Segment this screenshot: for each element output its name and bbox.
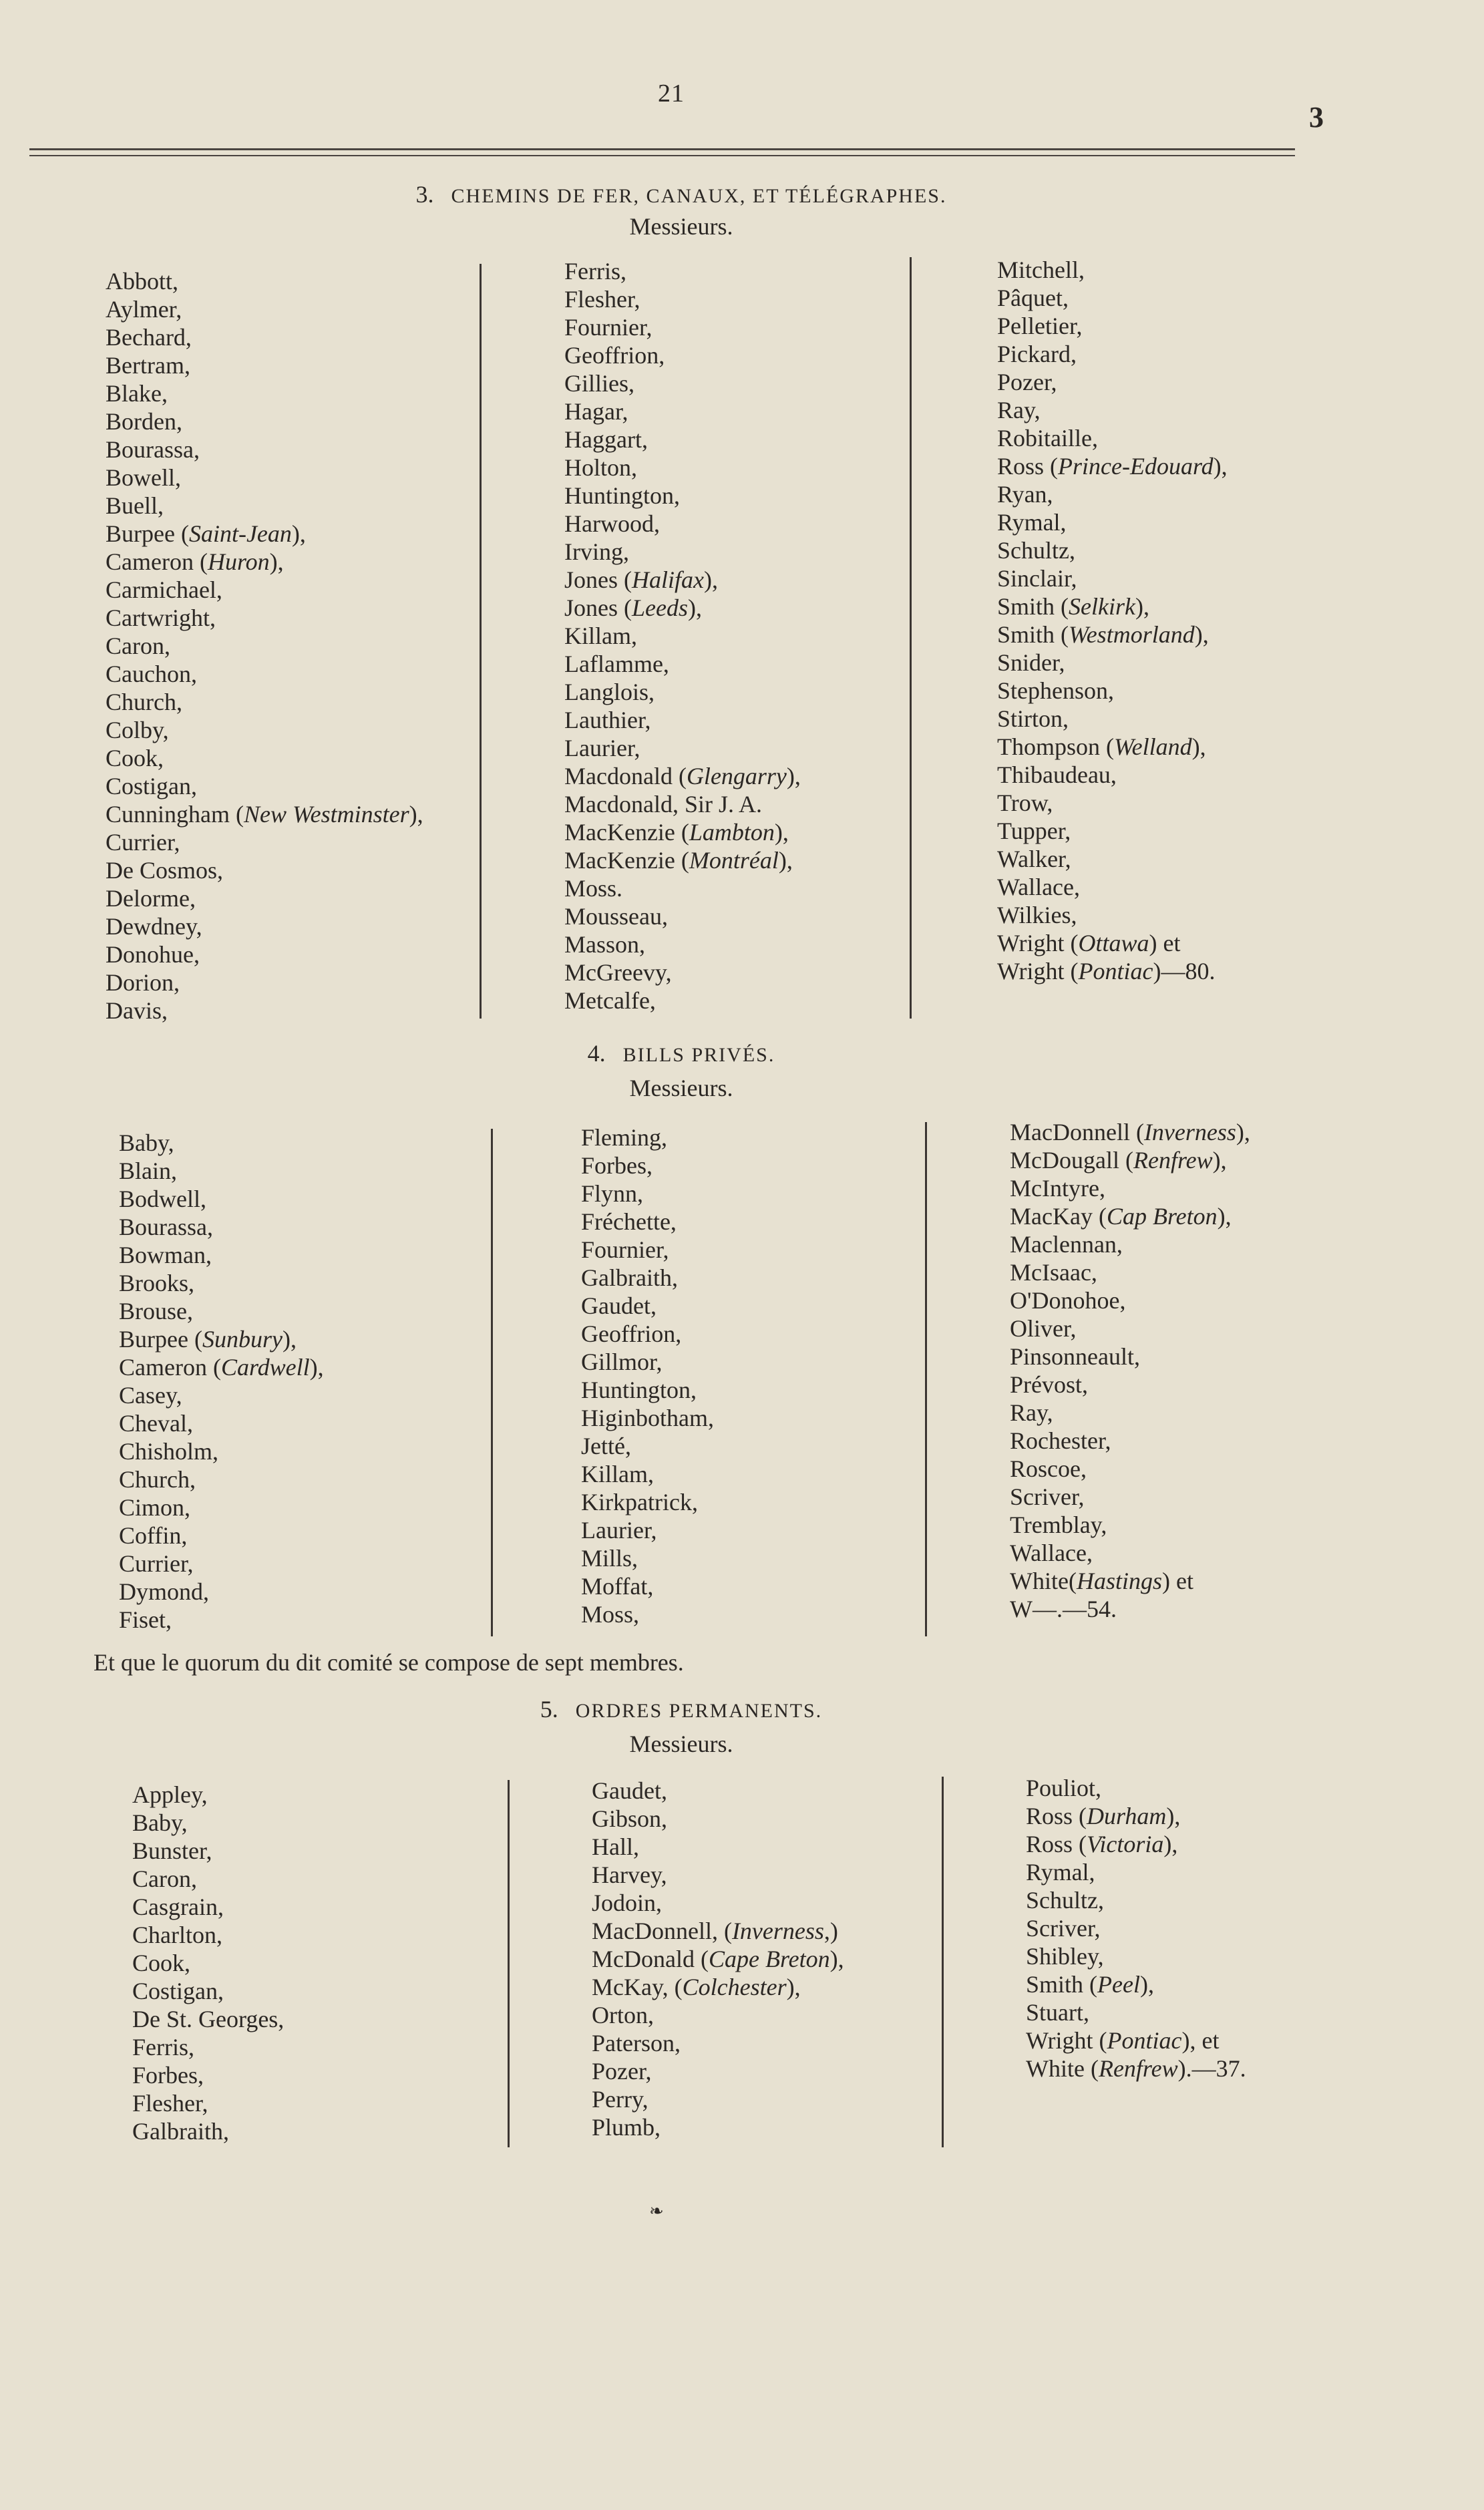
member-name: Jetté, [581, 1433, 631, 1459]
section-number: 5. [540, 1696, 558, 1723]
member-name: MacKay (Cap Breton), [1010, 1203, 1232, 1230]
member-name: Ferris, [132, 2034, 194, 2060]
member-name: Trow, [997, 789, 1053, 816]
member-name: Hall, [592, 1833, 639, 1860]
member-name: Oliver, [1010, 1315, 1077, 1342]
member-name: Galbraith, [132, 2118, 229, 2145]
member-name: Holton, [564, 454, 638, 481]
member-name: Ray, [1010, 1399, 1053, 1426]
member-name: Baby, [119, 1129, 174, 1156]
member-name: Irving, [564, 538, 629, 565]
section-4-column-2 [581, 1123, 714, 1628]
member-name: Flynn, [581, 1180, 644, 1207]
member-name: Forbes, [581, 1152, 653, 1179]
member-name: Cameron (Cardwell), [119, 1354, 324, 1381]
member-name: Cook, [132, 1950, 191, 1976]
member-name: Baby, [132, 1809, 188, 1836]
member-name: Gibson, [592, 1805, 668, 1832]
member-name: Casey, [119, 1382, 182, 1409]
member-name: Thibaudeau, [997, 761, 1117, 788]
section-heading: CHEMINS DE FER, CANAUX, ET TÉLÉGRAPHES. [451, 185, 947, 207]
member-name: Brooks, [119, 1270, 195, 1296]
member-name: Smith (Peel), [1026, 1971, 1154, 1998]
member-name: Carmichael, [106, 576, 222, 603]
member-name: MacKenzie (Lambton), [564, 819, 789, 846]
member-name: Gillies, [564, 370, 634, 397]
member-name: Flesher, [132, 2090, 208, 2117]
member-name: Masson, [564, 931, 646, 958]
member-name: Blake, [106, 380, 168, 407]
member-name: Geoffrion, [564, 342, 665, 369]
member-name: McIntyre, [1010, 1175, 1105, 1202]
member-name: Thompson (Welland), [997, 733, 1206, 760]
member-name: Harvey, [592, 1861, 667, 1888]
member-name: Fournier, [581, 1236, 669, 1263]
member-name: Orton, [592, 2002, 654, 2028]
member-name: Bowman, [119, 1242, 212, 1268]
member-name: McIsaac, [1010, 1259, 1097, 1286]
member-name: Paterson, [592, 2030, 681, 2056]
member-name: Stirton, [997, 705, 1069, 732]
member-name: MacKenzie (Montréal), [564, 847, 793, 874]
member-name: Smith (Westmorland), [997, 621, 1209, 648]
member-name: O'Donohoe, [1010, 1287, 1126, 1314]
member-name: Smith (Selkirk), [997, 593, 1149, 620]
member-name: Walker, [997, 846, 1071, 872]
member-name: Costigan, [106, 773, 198, 799]
member-name: Cimon, [119, 1494, 191, 1521]
section-heading: ORDRES PERMANENTS. [575, 1700, 823, 1722]
member-name: Cunningham (New Westminster), [106, 801, 423, 828]
member-name: Bunster, [132, 1837, 212, 1864]
member-name: De Cosmos, [106, 857, 224, 884]
column-divider [508, 1780, 510, 2147]
member-name: Tremblay, [1010, 1511, 1107, 1538]
section-5-subtitle: Messieurs. [629, 1731, 733, 1757]
member-name: Higinbotham, [581, 1405, 714, 1431]
section-4-column-1 [119, 1129, 324, 1634]
member-name: Killam, [581, 1461, 654, 1487]
section-4-subtitle: Messieurs. [629, 1075, 733, 1101]
member-name: Laurier, [581, 1517, 657, 1544]
member-name: Pinsonneault, [1010, 1343, 1140, 1370]
member-name: Stephenson, [997, 677, 1114, 704]
member-name: Currier, [119, 1550, 194, 1577]
member-name: Davis, [106, 997, 168, 1024]
member-name: W—.—54. [1010, 1596, 1117, 1622]
member-name: Wallace, [1010, 1540, 1093, 1566]
member-name: Macdonald (Glengarry), [564, 763, 801, 789]
column-divider [480, 264, 482, 1019]
column-divider [925, 1122, 927, 1636]
member-name: McKay, (Colchester), [592, 1974, 801, 2000]
member-name: Rymal, [997, 509, 1067, 536]
member-name: Chisholm, [119, 1438, 219, 1465]
member-name: Gaudet, [581, 1292, 657, 1319]
corner-mark: 3 [1309, 101, 1324, 134]
member-name: McGreevy, [564, 959, 672, 986]
member-name: Tupper, [997, 818, 1071, 844]
page-number: 21 [658, 79, 685, 108]
member-name: Perry, [592, 2086, 648, 2113]
member-name: Blain, [119, 1157, 177, 1184]
member-name: Pozer, [592, 2058, 652, 2085]
member-name: Sinclair, [997, 565, 1077, 592]
member-name: Burpee (Sunbury), [119, 1326, 297, 1353]
member-name: Church, [119, 1466, 196, 1493]
section-4-title [0, 1039, 1362, 1067]
member-name: White(Hastings) et [1010, 1568, 1193, 1594]
member-name: Donohue, [106, 941, 200, 968]
member-name: Jones (Leeds), [564, 594, 702, 621]
member-name: Wright (Pontiac)—80. [997, 958, 1216, 984]
member-name: Huntington, [564, 482, 681, 509]
member-name: Metcalfe, [564, 987, 656, 1014]
ornament: ❧ [649, 2201, 664, 2221]
member-name: Harwood, [564, 510, 660, 537]
member-name: MacDonnell (Inverness), [1010, 1119, 1250, 1145]
member-name: Bourassa, [106, 436, 200, 463]
member-name: Ray, [997, 397, 1041, 423]
member-name: Caron, [106, 633, 170, 659]
column-divider [942, 1777, 944, 2147]
member-name: Currier, [106, 829, 180, 856]
member-name: Robitaille, [997, 425, 1098, 452]
section-3-column-3 [997, 256, 1228, 985]
member-name: Roscoe, [1010, 1455, 1087, 1482]
member-name: White (Renfrew).—37. [1026, 2055, 1246, 2082]
member-name: Bowell, [106, 464, 181, 491]
member-name: Ross (Durham), [1026, 1803, 1181, 1829]
member-name: Costigan, [132, 1978, 224, 2004]
member-name: Cheval, [119, 1410, 193, 1437]
member-name: Lauthier, [564, 707, 651, 733]
member-name: Gaudet, [592, 1777, 667, 1804]
member-name: Shibley, [1026, 1943, 1104, 1970]
member-name: Colby, [106, 717, 169, 743]
member-name: McDonald (Cape Breton), [592, 1946, 844, 1972]
column-divider [491, 1129, 493, 1636]
member-name: Charlton, [132, 1922, 222, 1948]
member-name: Aylmer, [106, 296, 182, 323]
member-name: De St. Georges, [132, 2006, 285, 2032]
member-name: Moss, [581, 1601, 640, 1628]
member-name: McDougall (Renfrew), [1010, 1147, 1227, 1174]
member-name: Dorion, [106, 969, 180, 996]
member-name: Dewdney, [106, 913, 202, 940]
member-name: Ferris, [564, 258, 626, 285]
member-name: Church, [106, 689, 182, 715]
section-3-title [0, 180, 1362, 208]
member-name: Laurier, [564, 735, 640, 761]
member-name: Scriver, [1026, 1915, 1101, 1942]
member-name: Jodoin, [592, 1890, 663, 1916]
section-number: 3. [415, 181, 434, 208]
member-name: Killam, [564, 622, 637, 649]
member-name: Langlois, [564, 679, 655, 705]
member-name: Schultz, [1026, 1887, 1104, 1914]
member-name: Moffat, [581, 1573, 654, 1600]
member-name: Moss. [564, 875, 623, 902]
section-number: 4. [587, 1040, 606, 1067]
member-name: Borden, [106, 408, 182, 435]
member-name: Fleming, [581, 1124, 668, 1151]
member-name: Rochester, [1010, 1427, 1111, 1454]
member-name: Cauchon, [106, 661, 197, 687]
member-name: Haggart, [564, 426, 648, 453]
member-name: MacDonnell, (Inverness,) [592, 1918, 838, 1944]
member-name: Plumb, [592, 2114, 661, 2141]
member-name: Cartwright, [106, 604, 216, 631]
member-name: Mousseau, [564, 903, 668, 930]
member-name: Pozer, [997, 369, 1057, 395]
member-name: Buell, [106, 492, 164, 519]
section-4-column-3 [1010, 1118, 1250, 1623]
section-5-title [0, 1695, 1362, 1723]
section-5-column-3 [1026, 1774, 1246, 2083]
member-name: Galbraith, [581, 1264, 678, 1291]
member-name: Mitchell, [997, 256, 1085, 283]
member-name: Pickard, [997, 341, 1077, 367]
header-rule [29, 148, 1295, 150]
section-3-column-2 [564, 257, 801, 1015]
member-name: Maclennan, [1010, 1231, 1123, 1258]
member-name: Hagar, [564, 398, 628, 425]
member-name: Prévost, [1010, 1371, 1088, 1398]
member-name: Pelletier, [997, 313, 1083, 339]
column-divider [910, 257, 912, 1019]
member-name: Bertram, [106, 352, 190, 379]
member-name: Mills, [581, 1545, 638, 1572]
member-name: Abbott, [106, 268, 179, 295]
member-name: Pâquet, [997, 285, 1069, 311]
member-name: Jones (Halifax), [564, 566, 718, 593]
member-name: Stuart, [1026, 1999, 1089, 2026]
member-name: Ross (Prince-Edouard), [997, 453, 1228, 480]
member-name: Schultz, [997, 537, 1075, 564]
member-name: Coffin, [119, 1522, 188, 1549]
member-name: Rymal, [1026, 1859, 1095, 1886]
member-name: Scriver, [1010, 1483, 1085, 1510]
member-name: Brouse, [119, 1298, 193, 1324]
member-name: Pouliot, [1026, 1775, 1102, 1801]
member-name: Appley, [132, 1781, 208, 1808]
member-name: Laflamme, [564, 651, 669, 677]
member-name: Ryan, [997, 481, 1053, 508]
member-name: Dymond, [119, 1578, 209, 1605]
member-name: Wilkies, [997, 902, 1077, 928]
member-name: Macdonald, Sir J. A. [564, 791, 762, 818]
section-5-column-2 [592, 1777, 844, 2141]
member-name: Bodwell, [119, 1186, 206, 1212]
member-name: Kirkpatrick, [581, 1489, 698, 1515]
member-name: Fournier, [564, 314, 653, 341]
member-name: Bourassa, [119, 1214, 213, 1240]
member-name: Fiset, [119, 1606, 172, 1633]
section-5-column-1 [132, 1781, 284, 2145]
member-name: Geoffrion, [581, 1320, 682, 1347]
member-name: Wright (Ottawa) et [997, 930, 1181, 956]
member-name: Forbes, [132, 2062, 204, 2089]
member-name: Wallace, [997, 874, 1081, 900]
member-name: Wright (Pontiac), et [1026, 2027, 1220, 2054]
section-heading: BILLS PRIVÉS. [622, 1044, 775, 1066]
member-name: Cameron (Huron), [106, 548, 284, 575]
header-rule-thin [29, 155, 1295, 156]
member-name: Bechard, [106, 324, 192, 351]
member-name: Snider, [997, 649, 1065, 676]
member-name: Caron, [132, 1865, 197, 1892]
member-name: Huntington, [581, 1377, 697, 1403]
quorum-note: Et que le quorum du dit comité se compose de sept membres. [94, 1649, 684, 1676]
section-3-column-1 [106, 267, 423, 1025]
member-name: Ross (Victoria), [1026, 1831, 1178, 1857]
member-name: Casgrain, [132, 1894, 224, 1920]
section-3-subtitle: Messieurs. [629, 213, 733, 240]
member-name: Delorme, [106, 885, 196, 912]
member-name: Flesher, [564, 286, 640, 313]
member-name: Gillmor, [581, 1349, 663, 1375]
member-name: Fréchette, [581, 1208, 677, 1235]
member-name: Burpee (Saint-Jean), [106, 520, 306, 547]
member-name: Cook, [106, 745, 164, 771]
